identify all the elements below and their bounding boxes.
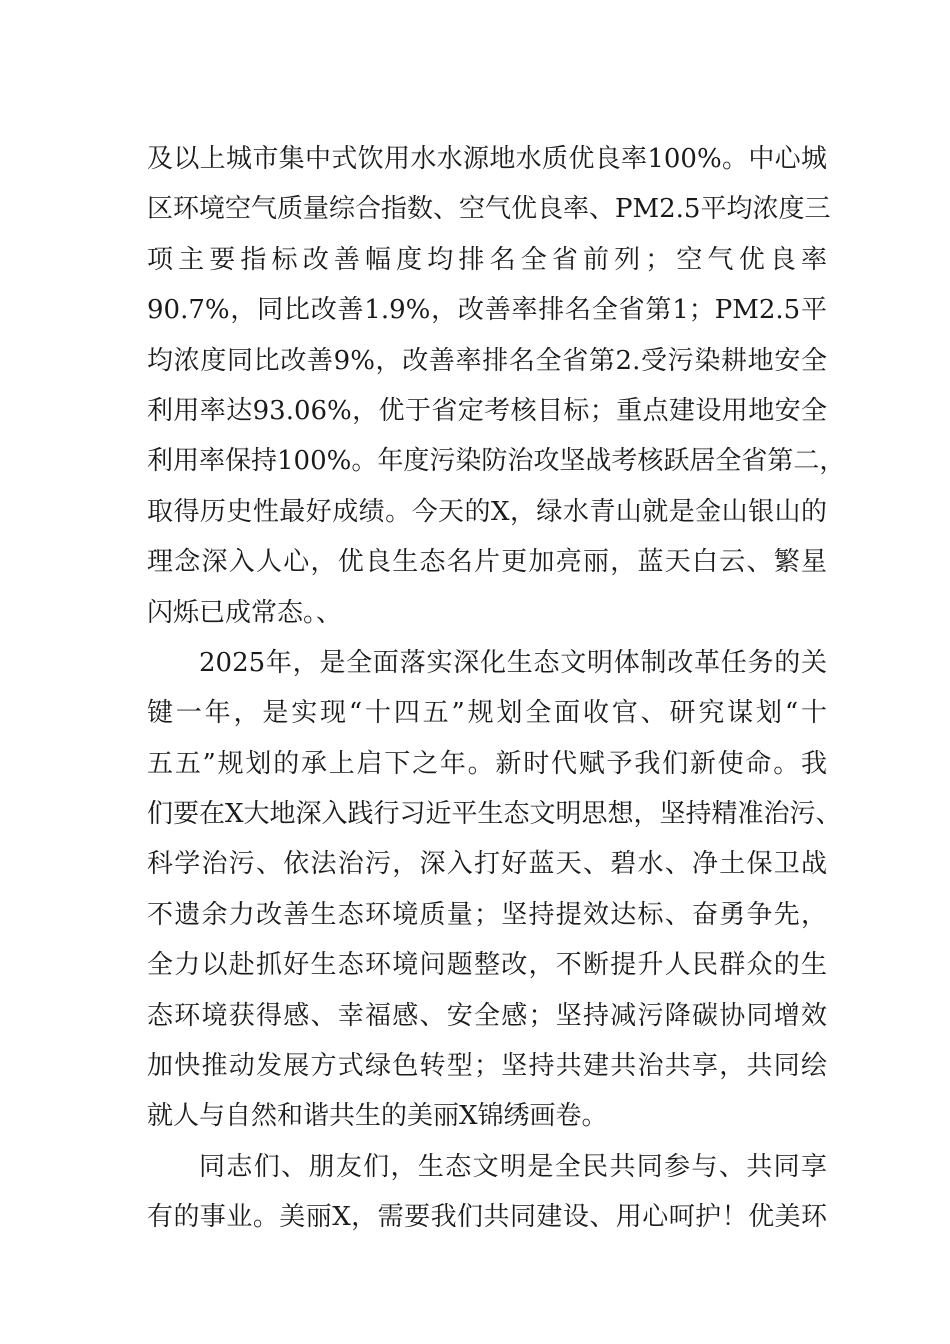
text-line: 有的事业。美丽X，需要我们共同建设、用心呵护！优美环 bbox=[147, 1202, 827, 1233]
document-body bbox=[147, 134, 846, 1243]
paragraph-1 bbox=[147, 134, 846, 638]
text-line: 项主要指标改善幅度均排名全省前列；空气优良率 bbox=[147, 244, 827, 275]
text-line: 区环境空气质量综合指数、空气优良率、PM2.5平均浓度三 bbox=[147, 194, 831, 225]
text-line: 们要在X大地深入践行习近平生态文明思想，坚持精准治污、 bbox=[147, 799, 842, 830]
text-line: 利用率保持100%。年度污染防治攻坚战考核跃居全省第二， bbox=[147, 446, 846, 477]
text-line: 闪烁已成常态。、 bbox=[147, 597, 343, 628]
text-line: 不遗余力改善生态环境质量；坚持提效达标、奋勇争先， bbox=[147, 899, 827, 930]
text-line: 利用率达93.06%，优于省定考核目标；重点建设用地安全 bbox=[147, 395, 827, 426]
text-line: 就人与自然和谐共生的美丽X锦绣画卷。 bbox=[147, 1101, 608, 1132]
text-line: 态环境获得感、幸福感、安全感；坚持减污降碳协同增效 bbox=[147, 1000, 827, 1031]
text-line: 均浓度同比改善9%，改善率排名全省第2.受污染耕地安全 bbox=[147, 345, 827, 376]
text-line: 及以上城市集中式饮用水水源地水质优良率100%。中心城 bbox=[147, 144, 827, 174]
text-line: 科学治污、依法治污，深入打好蓝天、碧水、净土保卫战 bbox=[147, 849, 827, 880]
text-line: 取得历史性最好成绩。今天的X，绿水青山就是金山银山的 bbox=[147, 496, 827, 527]
text-line: 同志们、朋友们，生态文明是全民共同参与、共同享 bbox=[199, 1151, 827, 1182]
text-line: 理念深入人心，优良生态名片更加亮丽，蓝天白云、繁星 bbox=[147, 547, 827, 578]
paragraph-3 bbox=[147, 1142, 827, 1243]
text-line: 90.7%，同比改善1.9%，改善率排名全省第1；PM2.5平 bbox=[147, 295, 827, 326]
text-line: 加快推动发展方式绿色转型；坚持共建共治共享，共同绘 bbox=[147, 1051, 827, 1082]
paragraph-2 bbox=[147, 638, 842, 1142]
text-line: 2025年，是全面落实深化生态文明体制改革任务的关 bbox=[199, 647, 827, 678]
text-line: 全力以赴抓好生态环境问题整改，不断提升人民群众的生 bbox=[147, 950, 827, 981]
text-line: 五五”规划的承上启下之年。新时代赋予我们新使命。我 bbox=[147, 748, 827, 779]
text-line: 键一年，是实现“十四五”规划全面收官、研究谋划“十 bbox=[147, 698, 827, 729]
